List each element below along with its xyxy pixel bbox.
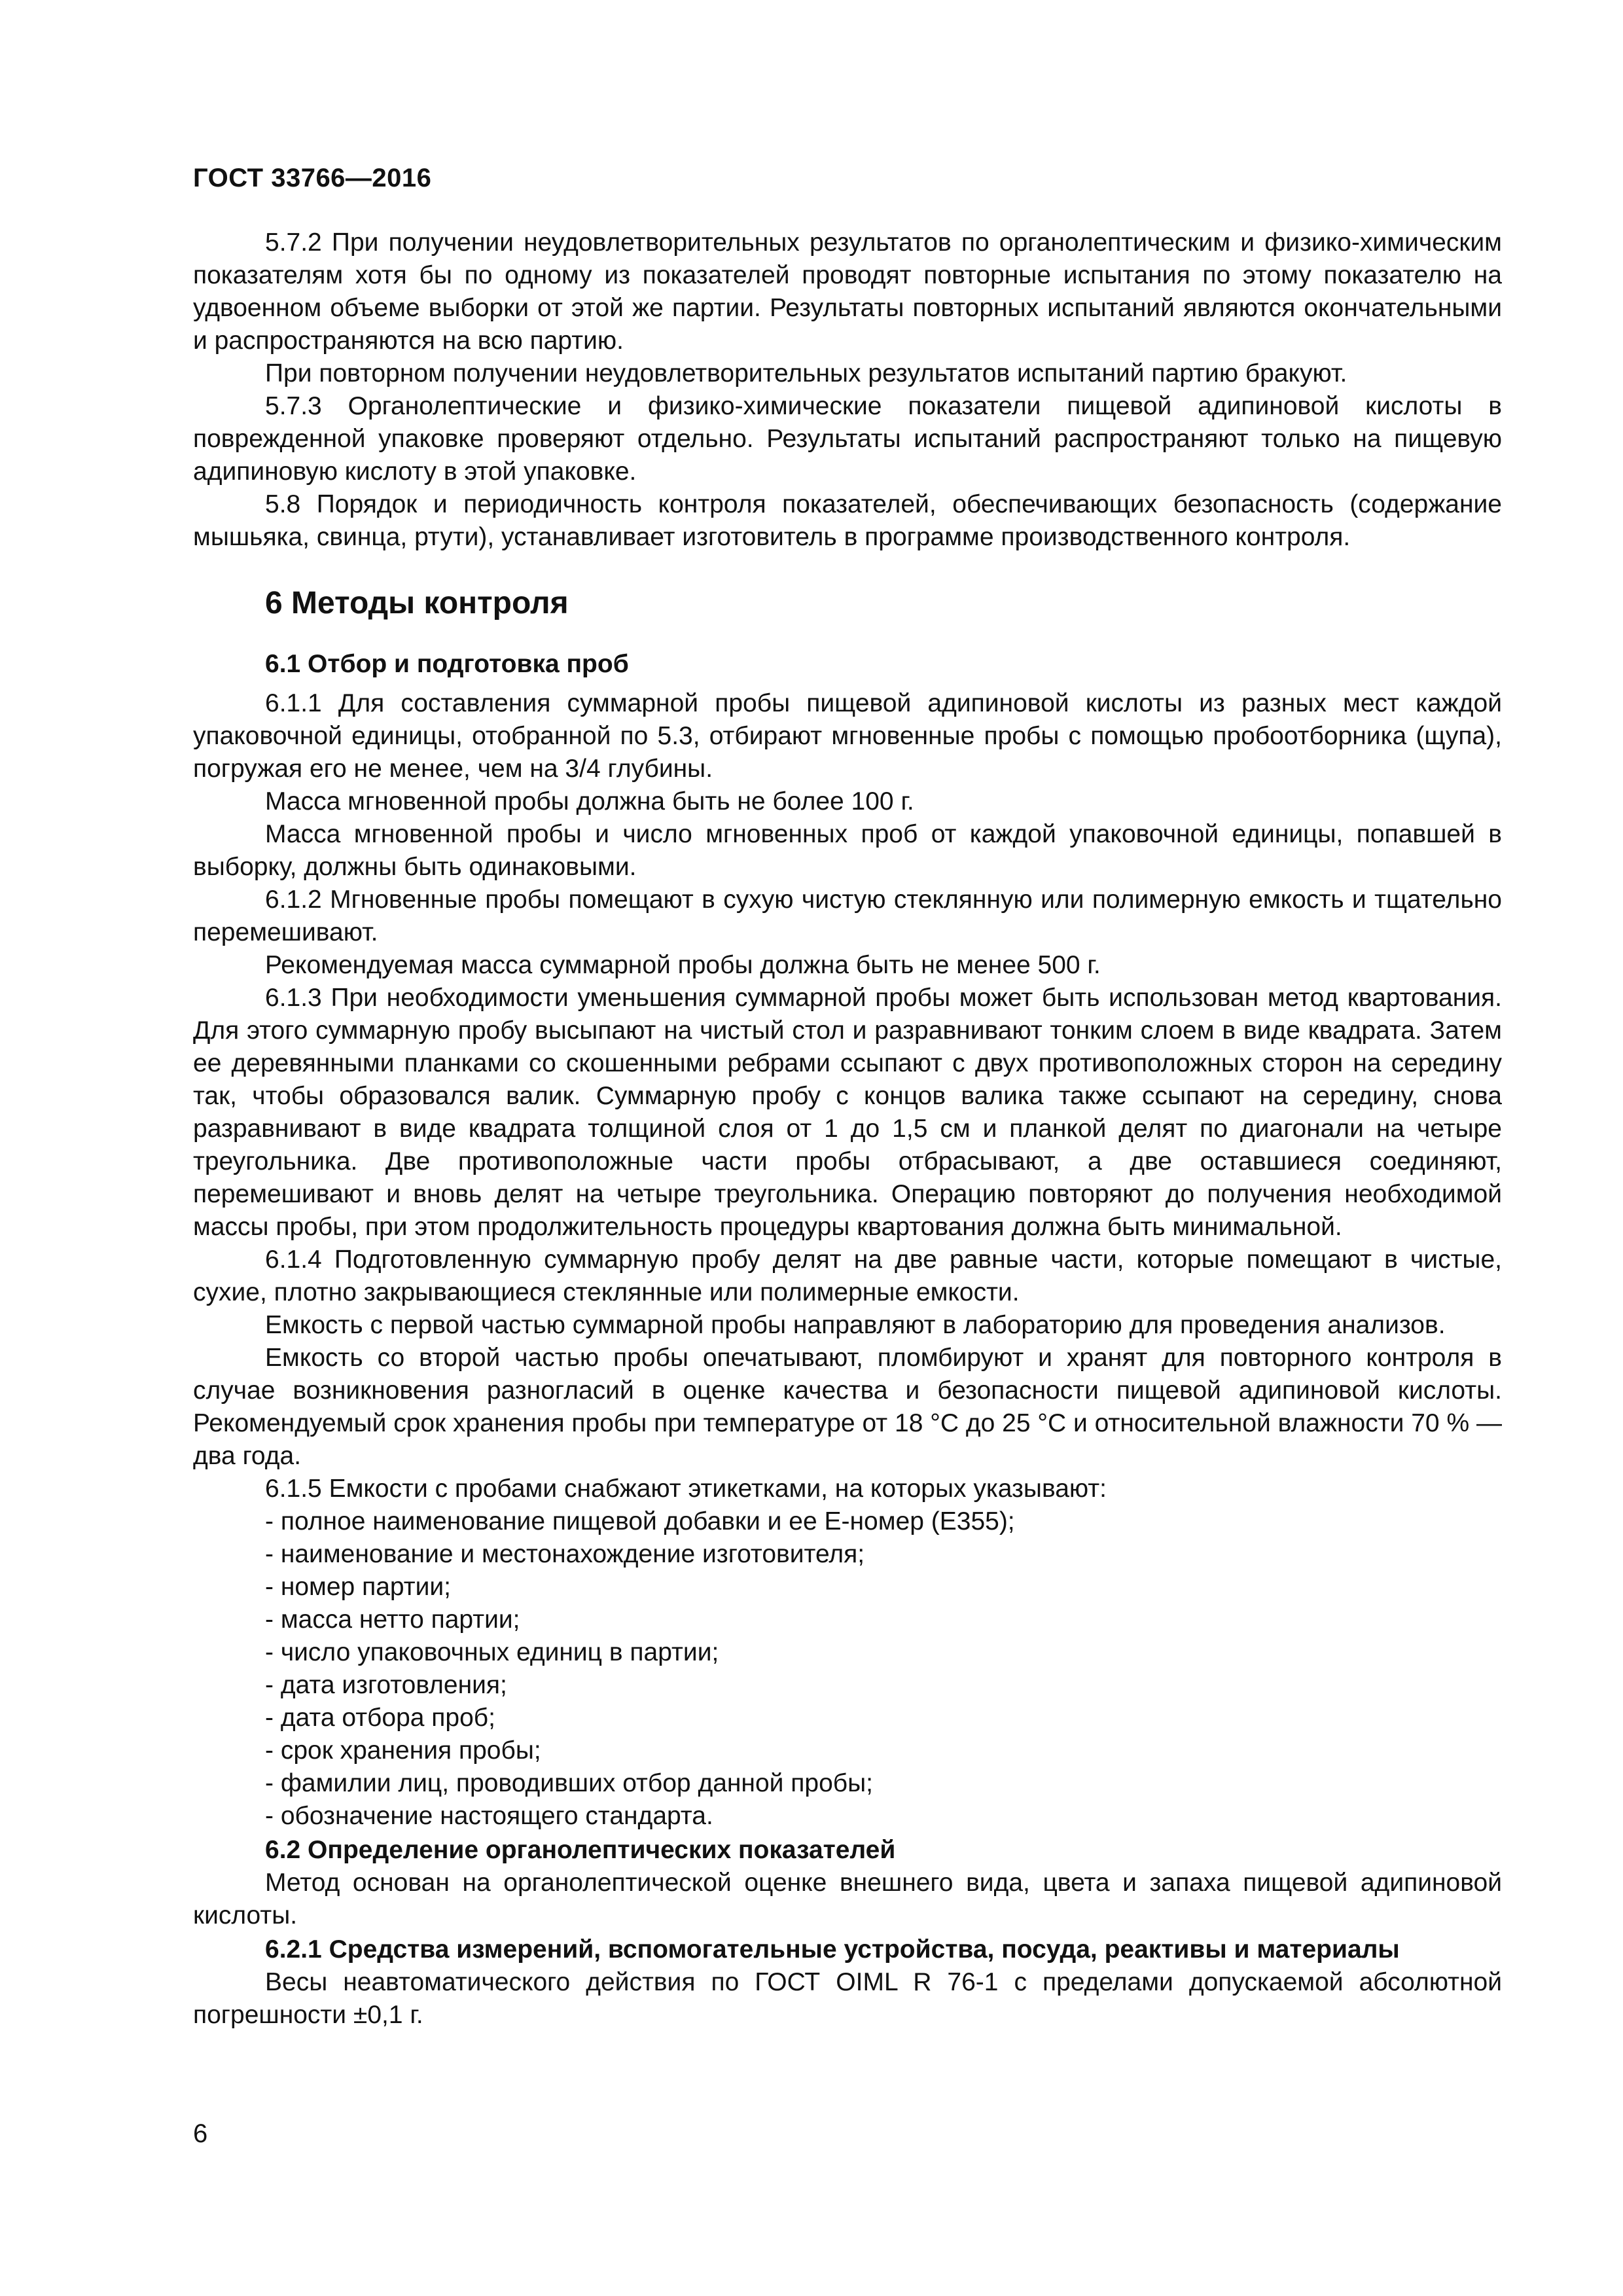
list-item: - фамилии лиц, проводивших отбор данной пробы;	[265, 1769, 873, 1797]
list-item: - срок хранения пробы;	[265, 1736, 541, 1765]
paragraph-5-8: 5.8 Порядок и периодичность контроля показателей, обеспечивающих безопасность (содержание мышьяка, свинца, ртути), устанавливает изготовитель в программе производственного контроля.	[193, 490, 1502, 551]
paragraph-recommended-mass: Рекомендуемая масса суммарной пробы должна быть не менее 500 г.	[265, 951, 1101, 979]
list-item: - наименование и местонахождение изготовителя;	[265, 1540, 865, 1568]
list-item: - обозначение настоящего стандарта.	[265, 1802, 713, 1830]
paragraph-sample-count: Масса мгновенной пробы и число мгновенных проб от каждой упаковочной единицы, попавшей в выборку, должны быть одинаковыми.	[193, 820, 1502, 881]
paragraph-5-7-3: 5.7.3 Органолептические и физико-химические показатели пищевой адипиновой кислоты в поврежденной упаковке проверяют отдельно. Результаты испытаний распространяют только на пищевую адипиновую кислоту в этой упаковке.	[193, 392, 1502, 486]
paragraph-5-7-2: 5.7.2 При получении неудовлетворительных результатов по органолептическим и физико-химическим показателям хотя бы по одному из показателей проводят повторные испытания по этому показателю на удвоенном объеме выборки от этой же партии. Результаты повторных испытаний являются окончательными и распространяются на всю партию.	[193, 228, 1502, 355]
document-body	[193, 226, 1502, 2032]
list-item: - масса нетто партии;	[265, 1605, 520, 1634]
paragraph-6-1-4: 6.1.4 Подготовленную суммарную пробу делят на две равные части, которые помещают в чистые, сухие, плотно закрывающиеся стеклянные или полимерные емкости.	[193, 1246, 1502, 1306]
document-header: ГОСТ 33766—2016	[193, 164, 432, 192]
list-item: - дата изготовления;	[265, 1671, 507, 1699]
list-item: - дата отбора проб;	[265, 1704, 495, 1732]
list-item: - номер партии;	[265, 1573, 451, 1601]
paragraph-first-part: Емкость с первой частью суммарной пробы направляют в лабораторию для проведения анализов.	[265, 1311, 1446, 1339]
paragraph-6-1-2: 6.1.2 Мгновенные пробы помещают в сухую чистую стеклянную или полимерную емкость и тщательно перемешивают.	[193, 886, 1502, 946]
paragraph-rejection: При повторном получении неудовлетворительных результатов испытаний партию бракуют.	[265, 359, 1347, 387]
paragraph-second-part: Емкость со второй частью пробы опечатывают, пломбируют и хранят для повторного контроля в случае возникновения разногласий в оценке качества и безопасности пищевой адипиновой кислоты. Рекомендуемый срок хранения пробы при температуре от 18 °С до 25 °С и относительной влажности 70 % — два года.	[193, 1344, 1502, 1470]
label-list	[193, 1505, 1502, 1833]
list-item: - полное наименование пищевой добавки и ее Е-номер (Е355);	[265, 1507, 1015, 1535]
paragraph-6-1-1: 6.1.1 Для составления суммарной пробы пищевой адипиновой кислоты из разных мест каждой упаковочной единицы, отобранной по 5.3, отбирают мгновенные пробы с помощью пробоотборника (щупа), погружая его не менее, чем на 3/4 глубины.	[193, 689, 1502, 783]
paragraph-scales: Весы неавтоматического действия по ГОСТ OIML R 76-1 с пределами допускаемой абсолютной погрешности ±0,1 г.	[193, 1968, 1502, 2029]
subsection-heading-6-1: 6.1 Отбор и подготовка проб	[265, 650, 629, 678]
paragraph-method: Метод основан на органолептической оценке внешнего вида, цвета и запаха пищевой адипиновой кислоты.	[193, 1869, 1502, 1929]
page-number: 6	[193, 2119, 208, 2148]
paragraph-6-1-3: 6.1.3 При необходимости уменьшения суммарной пробы может быть использован метод квартования. Для этого суммарную пробу высыпают на чистый стол и разравнивают тонким слоем в виде квадрата. Затем ее деревянными планками со скошенными ребрами ссыпают с двух противоположных сторон на середину так, чтобы образовался валик. Суммарную пробу с концов валика также ссыпают на середину, снова разравнивают в виде квадрата толщиной слоя от 1 до 1,5 см и планкой делят по диагонали на четыре треугольника. Две противоположные части пробы отбрасывают, а две оставшиеся соединяют, перемешивают и вновь делят на четыре треугольника. Операцию повторяют до получения необходимой массы пробы, при этом продолжительность процедуры квартования должна быть минимальной.	[193, 984, 1502, 1241]
paragraph-sample-mass: Масса мгновенной пробы должна быть не более 100 г.	[265, 787, 914, 816]
paragraph-6-1-5: 6.1.5 Емкости с пробами снабжают этикетками, на которых указывают:	[265, 1475, 1107, 1503]
subsection-heading-6-2-1: 6.2.1 Средства измерений, вспомогательные устройства, посуда, реактивы и материалы	[265, 1935, 1400, 1964]
subsection-heading-6-2: 6.2 Определение органолептических показателей	[265, 1836, 896, 1864]
section-heading-6: 6 Методы контроля	[265, 586, 569, 620]
list-item: - число упаковочных единиц в партии;	[265, 1638, 719, 1666]
